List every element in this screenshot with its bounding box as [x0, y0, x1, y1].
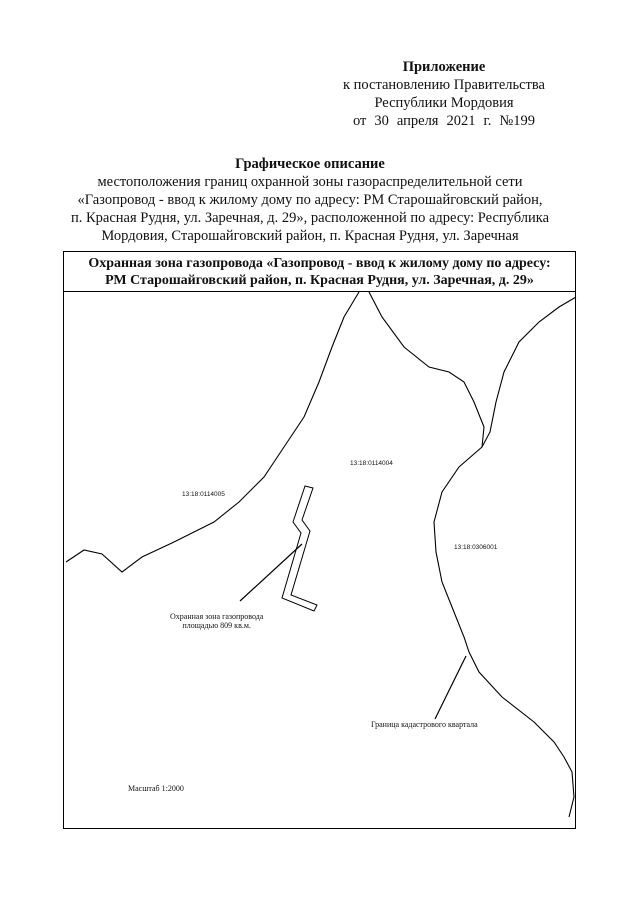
appendix-line-2: Республики Мордовия — [374, 95, 514, 111]
parcel-label-right: 13:18:0306001 — [454, 544, 498, 551]
map-title-line-1: Охранная зона газопровода «Газопровод - ввод к жилому дому по адресу: — [88, 256, 551, 271]
document-number: №199 — [499, 113, 536, 129]
right-boundary-line — [369, 292, 574, 817]
parcel-label-left: 13:18:0114005 — [182, 491, 225, 498]
description-title: Графическое описание — [235, 156, 385, 172]
pipeline-zone-outline — [282, 486, 317, 611]
description-line-4: Мордовия, Старошайговский район, п. Красная Рудня, ул. Заречная — [101, 228, 519, 244]
map-scale: Масштаб 1:2000 — [128, 784, 184, 793]
map-frame — [63, 251, 576, 829]
description-line-3: п. Красная Рудня, ул. Заречная, д. 29», расположенной по адресу: Республика — [70, 210, 550, 226]
parcel-label-top: 13:18:0114004 — [350, 460, 393, 467]
appendix-title: Приложение — [402, 59, 486, 75]
date-year: 2021 — [446, 113, 476, 129]
zone-label-line-1: Охранная зона газопровода — [170, 612, 264, 621]
boundary-leader-line — [435, 656, 466, 719]
description-line-2: «Газопровод - ввод к жилому дому по адресу: РМ Старошайговский район, — [77, 192, 543, 208]
zone-label-line-2: площадью 809 кв.м. — [182, 621, 251, 630]
appendix-date — [314, 112, 574, 130]
upper-right-boundary-line — [482, 297, 576, 447]
map-drawing — [64, 252, 577, 830]
map-title-line-2: РМ Старошайговский район, п. Красная Рудня, ул. Заречная, д. 29» — [105, 273, 534, 288]
zone-area-label — [170, 612, 263, 630]
boundary-label: Граница кадастрового квартала — [371, 720, 478, 729]
date-day: 30 — [374, 113, 389, 129]
appendix-block — [314, 58, 574, 130]
left-boundary-line — [66, 292, 359, 572]
zone-leader-line — [240, 544, 302, 601]
description-line-1: местоположения границ охранной зоны газораспределительной сети — [97, 174, 523, 190]
date-suffix: г. — [483, 113, 492, 129]
date-month: апреля — [396, 113, 439, 129]
description-block — [60, 155, 560, 245]
date-prefix: от — [352, 113, 367, 129]
appendix-line-1: к постановлению Правительства — [343, 77, 545, 93]
